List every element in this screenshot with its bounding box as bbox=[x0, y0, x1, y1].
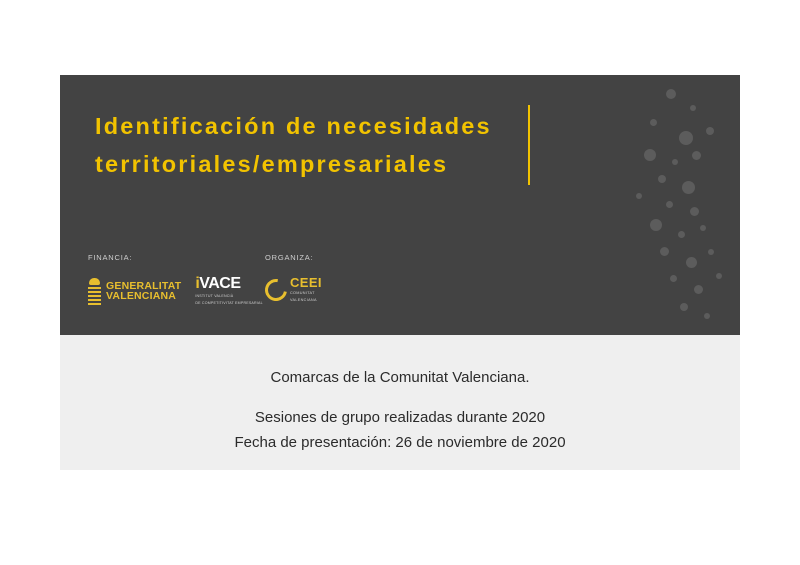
sponsor-group-organiza bbox=[265, 253, 322, 303]
ceei-swoosh-icon bbox=[261, 274, 292, 305]
page-title bbox=[95, 107, 565, 183]
ceei-sub-line-1: COMUNITAT bbox=[290, 291, 315, 295]
gva-line-1: GENERALITAT bbox=[106, 280, 182, 292]
organiza-label: ORGANIZA: bbox=[265, 253, 314, 262]
ceei-logo bbox=[265, 276, 322, 303]
financia-label: FINANCIA: bbox=[88, 253, 133, 262]
generalitat-valenciana-logo bbox=[88, 278, 181, 304]
gva-line-2: VALENCIANA bbox=[106, 290, 177, 302]
financia-logos bbox=[88, 276, 263, 306]
caption-band bbox=[60, 335, 740, 470]
title-divider-rule bbox=[528, 105, 530, 185]
organiza-logos bbox=[265, 276, 322, 303]
ceei-name: CEEI bbox=[290, 275, 322, 290]
decorative-dot-pattern bbox=[540, 75, 740, 335]
ivace-i-letter: i bbox=[195, 275, 200, 292]
ceei-sub-line-2: VALENCIANA bbox=[290, 298, 317, 302]
ivace-logo bbox=[195, 276, 263, 306]
ivace-sub-line-1: INSTITUT VALENCIÀ bbox=[195, 294, 234, 298]
hero-band bbox=[60, 75, 740, 335]
gva-crest-icon bbox=[88, 278, 101, 304]
ivace-sub-line-2: DE COMPETITIVITAT EMPRESARIAL bbox=[195, 301, 263, 305]
sponsor-group-financia bbox=[88, 253, 263, 306]
caption-lines-2-3 bbox=[60, 405, 740, 455]
caption-line-2: Sesiones de grupo realizadas durante 2020 bbox=[254, 409, 546, 426]
gva-wordmark bbox=[106, 281, 181, 301]
ivace-wordmark bbox=[195, 276, 263, 292]
ceei-wordmark bbox=[290, 276, 322, 303]
caption-line-1: Comarcas de la Comunitat Valenciana. bbox=[270, 369, 530, 386]
title-line-2: territoriales/empresariales bbox=[95, 151, 449, 177]
ivace-word-rest: VACE bbox=[199, 275, 241, 292]
title-line-1: Identificación de necesidades bbox=[95, 113, 492, 139]
caption-line-3: Fecha de presentación: 26 de noviembre de 2020 bbox=[234, 434, 566, 451]
